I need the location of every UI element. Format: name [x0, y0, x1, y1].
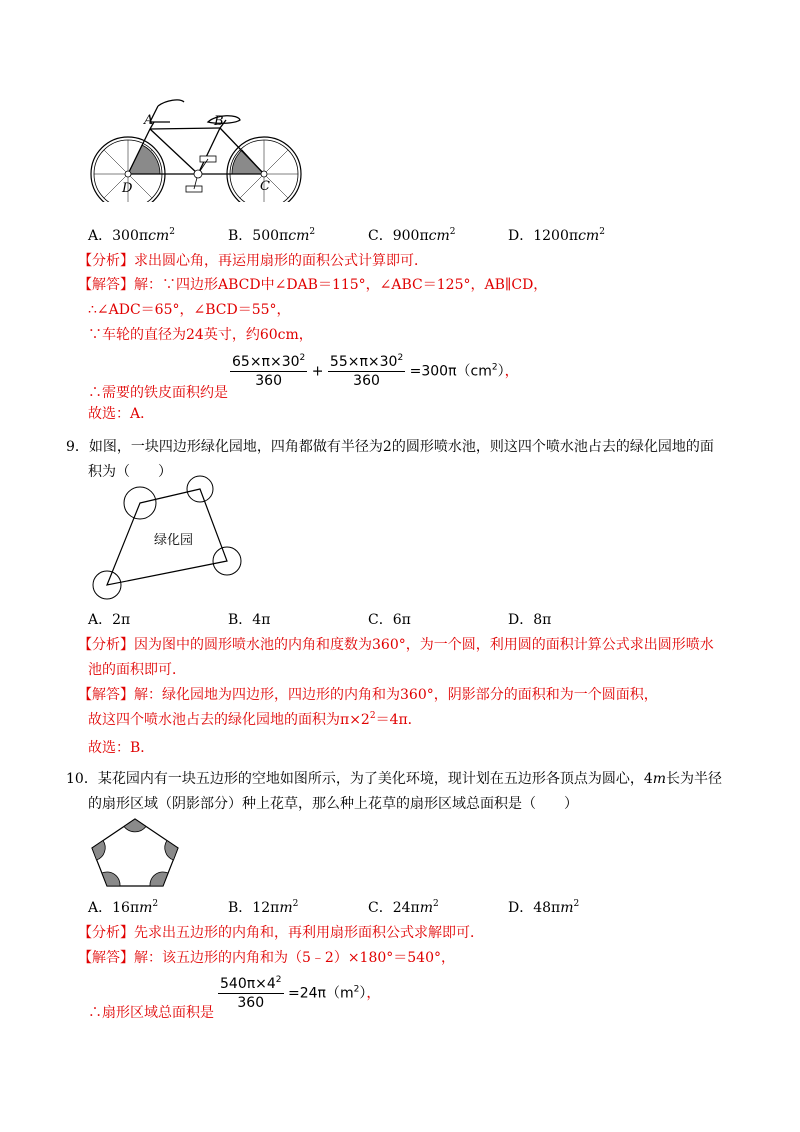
garden-figure	[85, 474, 245, 606]
q10-area-formula: $\frac{540\pi\times 4^2}{360}$ $=24\pi(m^2)$，	[220, 975, 381, 1011]
q8-option-d[interactable]: D．1200πcm$^2$	[508, 227, 605, 244]
q8-answer-line1: 【解答】解：∵四边形ABCD中∠DAB＝115°，∠ABC＝125°，AB∥CD，	[78, 277, 548, 293]
q10-analysis: 【分析】先求出五边形的内角和，再利用扇形面积公式求解即可．	[78, 925, 484, 941]
label-c: C	[260, 179, 270, 194]
garden-label: 绿化园	[154, 533, 194, 548]
q10-option-c[interactable]: C．$24\pi m^2$	[368, 899, 439, 916]
q8-option-c[interactable]: C．900πcm$^2$	[368, 227, 456, 244]
q8-option-a[interactable]: A．300πcm$^2$	[88, 227, 175, 244]
q9-option-c[interactable]: C．6π	[368, 612, 411, 628]
q9-option-d[interactable]: D．8π	[508, 612, 552, 628]
bicycle-figure	[88, 92, 303, 202]
q10-stem-line1: 10．某花园内有一块五边形的空地如图所示，为了美化环境，现计划在五边形各顶点为圆心，4m长为半径	[66, 771, 723, 787]
q8-area-prefix: ∴需要的铁皮面积约是	[88, 385, 228, 401]
q10-option-a[interactable]: A．$16\pi m^2$	[88, 899, 159, 916]
q9-choose: 故选：B．	[88, 740, 155, 756]
q9-answer-line1: 【解答】解：绿化园地为四边形，四边形的内角和为360°，阴影部分的面积和为一个圆面积，	[78, 687, 658, 703]
q9-stem-line2: 积为（ ）	[88, 464, 172, 480]
q8-fraction-2: $\frac{55\times\pi\times 30^2}{360}$	[329, 353, 404, 389]
q8-answer-line2: ∴∠ADC＝65°，∠BCD＝55°，	[88, 302, 291, 318]
pentagon-figure	[88, 814, 183, 889]
q10-fraction: $\frac{540\pi\times 4^2}{360}$	[220, 975, 282, 1011]
label-b: B	[214, 114, 224, 129]
q9-option-b[interactable]: B．4π	[228, 612, 271, 628]
q8-area-formula: $\frac{65\times\pi\times 30^2}{360}$ + $\frac{55\times\pi\times 30^2}{360}$ $=300\pi(cm^2)$，	[232, 353, 519, 389]
q10-stem-line2: 的扇形区域（阴影部分）种上花草，那么种上花草的扇形区域总面积是（ ）	[88, 796, 578, 812]
label-a: A	[144, 113, 154, 128]
q8-fraction-1: $\frac{65\times\pi\times 30^2}{360}$	[232, 353, 306, 389]
q10-answer-line1: 【解答】解：该五边形的内角和为（5﹣2）×180°＝540°，	[78, 950, 455, 966]
q8-option-b[interactable]: B．500πcm$^2$	[228, 227, 316, 244]
q10-option-b[interactable]: B．$12\pi m^2$	[228, 899, 299, 916]
q8-answer-line3: ∵车轮的直径为24英寸，约60cm，	[88, 327, 313, 343]
q10-option-d[interactable]: D．$48\pi m^2$	[508, 899, 580, 916]
q9-stem-line1: 9．如图，一块四边形绿化园地，四角都做有半径为2的圆形喷水池，则这四个喷水池占去的绿化园地的面	[66, 439, 714, 455]
q9-analysis-line2: 池的面积即可．	[88, 662, 186, 678]
q10-area-prefix: ∴扇形区域总面积是	[88, 1005, 214, 1021]
q9-answer-line2: 故这四个喷水池占去的绿化园地的面积为$\pi\times 2^2=4\pi$．	[88, 711, 422, 728]
q9-option-a[interactable]: A．2π	[88, 612, 131, 628]
q8-choose: 故选：A．	[88, 406, 155, 422]
label-d: D	[122, 181, 133, 196]
q9-analysis-line1: 【分析】因为图中的圆形喷水池的内角和度数为360°，为一个圆，利用圆的面积计算公式求出圆形喷水	[78, 637, 714, 653]
q8-analysis: 【分析】求出圆心角，再运用扇形的面积公式计算即可．	[78, 253, 428, 269]
